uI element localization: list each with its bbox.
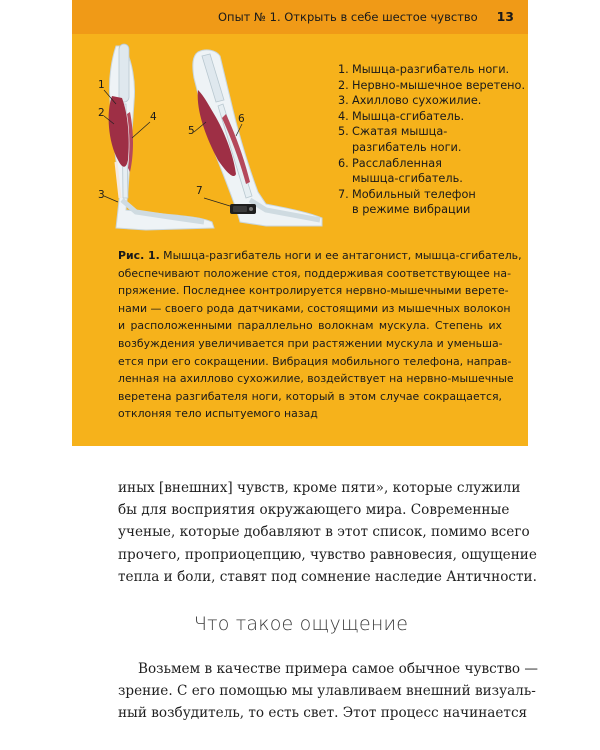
legend-item: 4. Мышца-сгибатель. bbox=[338, 109, 465, 123]
phone-screen bbox=[233, 206, 247, 212]
callout-2: 2 bbox=[98, 107, 105, 119]
figure-legend bbox=[338, 62, 528, 218]
phone-button bbox=[249, 207, 253, 211]
callout-6: 6 bbox=[238, 113, 245, 125]
running-header bbox=[72, 0, 528, 34]
body-paragraph: Возьмем в качестве примера самое обычное чувство — зрение. С его помощью мы улавливаем внешний визуаль- ный возбудитель, то есть свет. Этот процесс начинается bbox=[118, 661, 538, 722]
figure-label: Рис. 1. bbox=[118, 249, 160, 262]
section-heading: Что такое ощущение bbox=[193, 613, 409, 635]
leg-muscles-illustration bbox=[86, 42, 326, 232]
legend-item: 3. Ахиллово сухожилие. bbox=[338, 94, 482, 108]
callout-4: 4 bbox=[150, 111, 157, 123]
legend-item: 6. Расслабленная мышца-сгибатель. bbox=[338, 156, 463, 186]
legend-item: 1. Мышца-разгибатель ноги. bbox=[338, 63, 510, 76]
leaning-leg bbox=[193, 50, 322, 226]
figure-box bbox=[72, 0, 528, 446]
callout-7: 7 bbox=[196, 185, 203, 197]
page-number: 13 bbox=[496, 9, 514, 24]
running-title: Опыт № 1. Открыть в себе шестое чувство bbox=[218, 10, 478, 24]
callout-5: 5 bbox=[188, 125, 195, 137]
figure-caption: Рис. 1. Мышца-разгибатель ноги и ее антагонист, мышца-сгибатель, обеспечивают положение стоя, поддерживая соответствующее на- пряжение. Последнее контролируется нервно-мышечными верете- нами — своего рода датчиками, состоящими из мышечных волокон и расположенными параллельно волокнам мускула. Степень их возбуждения увеличивается при растяжении мускула и уменьша- ется при его сокращении. Вибрация мобильного телефона, направ- ленная на ахиллово сухожилие, воздействует на нервно-мышечные веретена разгибателя ноги, который в этом случае сокращается, отклоняя тело испытуемого назад bbox=[118, 249, 522, 421]
legend-item: 2. Нервно-мышечное веретено. bbox=[338, 78, 526, 92]
legend-item: 7. Мобильный телефон в режиме вибрации bbox=[338, 187, 476, 217]
body-paragraph: иных [внешних] чувств, кроме пяти», которые служили бы для восприятия окружающего мира. Современные ученые, которые добавляют в этот список, помимо всего прочего, проприоцепцию, чувство равновесия, ощущение тепла и боли, ставят под сомнение наследие Античности. bbox=[118, 480, 537, 585]
callout-3: 3 bbox=[98, 189, 105, 201]
femur-bone bbox=[119, 44, 129, 102]
legend-item: 5. Сжатая мышца- разгибатель ноги. bbox=[338, 125, 462, 154]
vibrating-phone bbox=[230, 204, 256, 214]
callout-1: 1 bbox=[98, 79, 105, 91]
